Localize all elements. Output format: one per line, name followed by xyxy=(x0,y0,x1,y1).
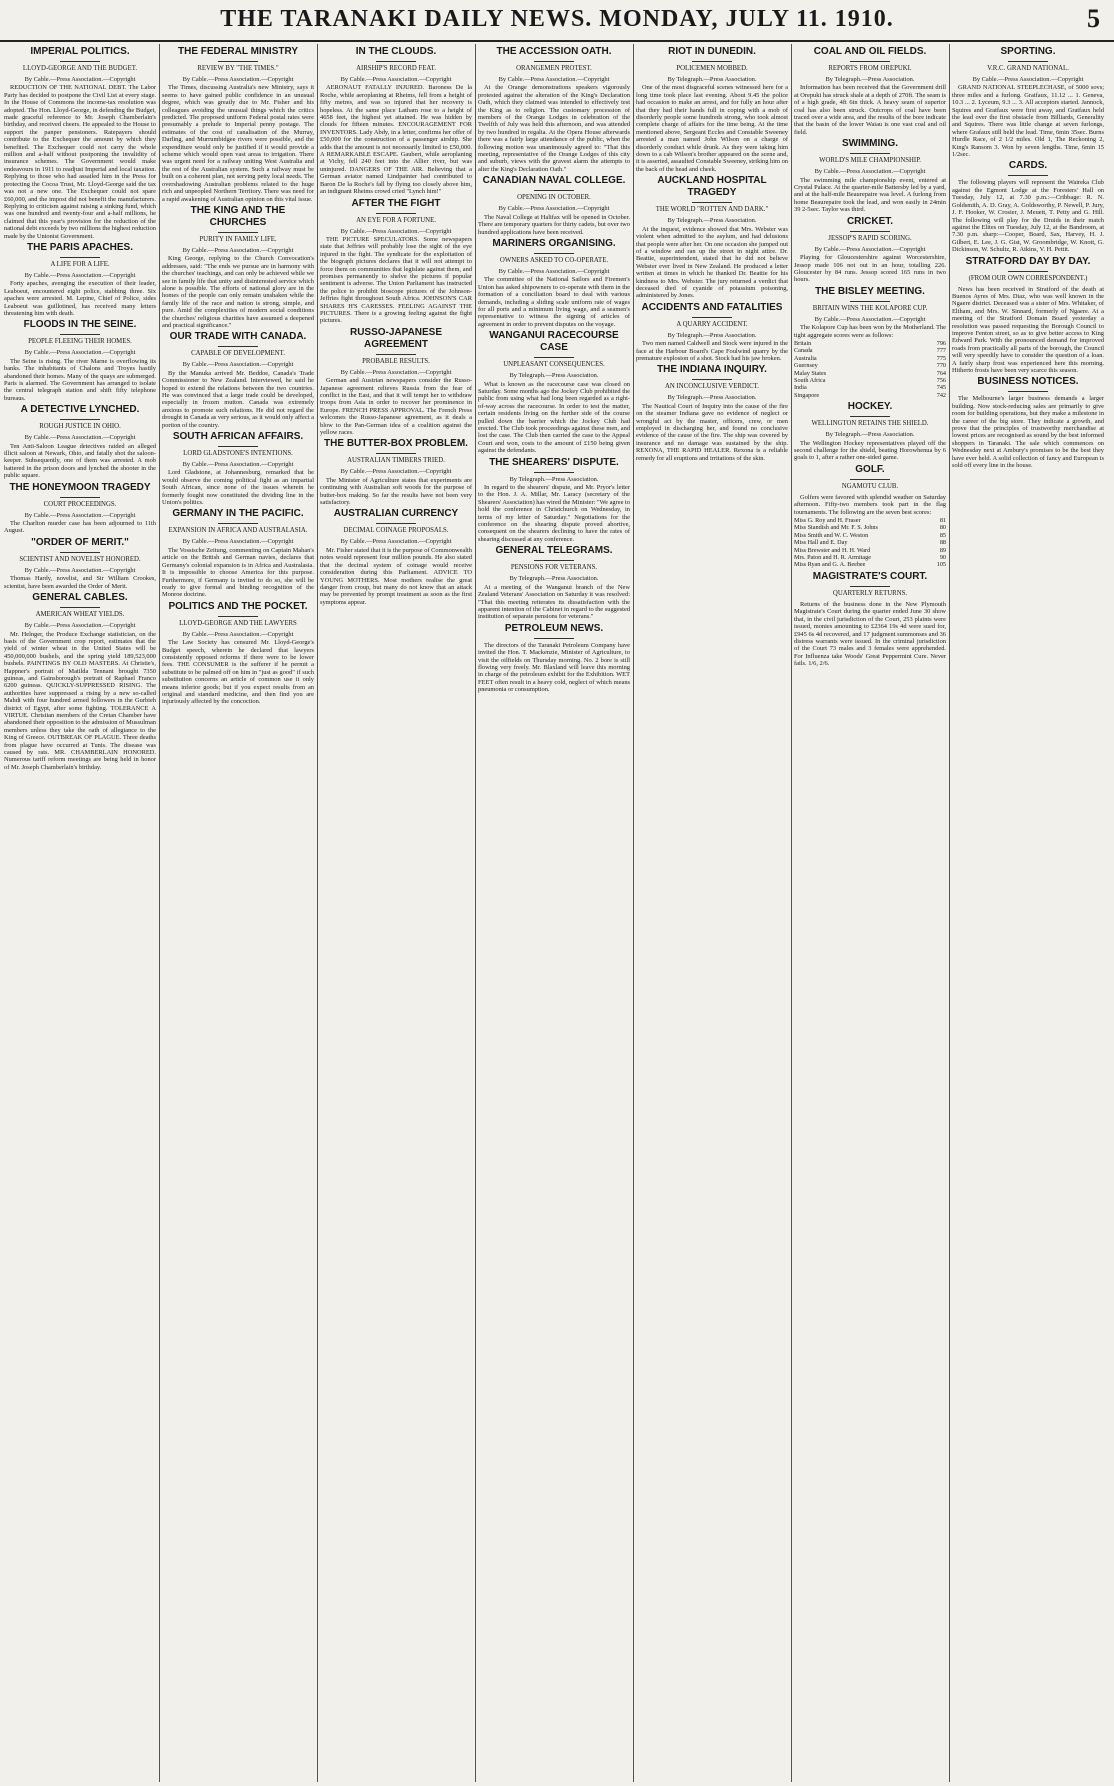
divider xyxy=(850,479,890,480)
article-body: The directors of the Taranaki Petroleum Company have invited the Hon. T. Mackenzie, Minister of Agriculture, to visit the oilfields on Thursday morning. No. 2 bore is still flowing very freely. Mr. Blaxland will leave this morning in charge of the petroleum exhibit for the Exhibition. WET FEET often result in a heavy cold, neglect of which means pneumonia or consumption. xyxy=(478,641,630,694)
article-headline: THE HONEYMOON TRAGEDY xyxy=(9,481,151,493)
article-subheading: OPENING IN OCTOBER. xyxy=(517,194,591,202)
divider xyxy=(850,416,890,417)
article-byline: By Cable.—Press Association.—Copyright xyxy=(182,361,294,369)
article-subheading: V.R.C. GRAND NATIONAL. xyxy=(987,65,1069,72)
article xyxy=(478,623,630,694)
article-body: The committee of the National Sailors and Firemen's Union has asked shipowners to co-operate with them in the formation of a conciliation board to deal with various demands, including a sliding scale uniform rate of wages for all ports and a minimum living wage, and a seamen's representative to witness the signing of articles of agreement in order to prevent disputes on the voyage. xyxy=(478,276,630,328)
article xyxy=(4,592,156,771)
article-headline: THE INDIANA INQUIRY. xyxy=(657,364,767,376)
divider xyxy=(1008,175,1048,176)
table-cell-score: 85 xyxy=(939,531,946,539)
divider xyxy=(218,616,258,617)
article-headline: SOUTH AFRICAN AFFAIRS. xyxy=(172,431,304,443)
table-cell-score: 742 xyxy=(936,391,946,399)
article-subheading: THE WORLD "ROTTEN AND DARK." xyxy=(655,206,769,214)
table-row xyxy=(794,370,946,377)
article-byline: By Cable.—Press Association.—Copyright xyxy=(340,368,452,376)
article-subheading: LLOYD-GEORGE AND THE BUDGET. xyxy=(22,65,138,72)
article-byline: By Cable.—Press Association.—Copyright xyxy=(24,271,136,279)
article-byline: By Telegraph.—Press Association. xyxy=(509,575,599,583)
article-headline: THE SHEARERS' DISPUTE. xyxy=(489,456,619,468)
divider xyxy=(850,586,890,587)
article-subheading: DECIMAL COINAGE PROPOSALS. xyxy=(343,527,449,535)
divider xyxy=(534,560,574,561)
divider xyxy=(534,638,574,639)
article-headline: THE PARIS APACHES. xyxy=(27,241,133,253)
article-body: The Seine is rising. The river Marne is overflowing its banks. The inhabitants of Chalons and Troyes hastily abandoned their homes. Many of the quays are submerged. Paris is alarmed. The Government has arranged to isolate the central telegraph station and shift fifty telephone bureaus. xyxy=(4,357,156,402)
divider xyxy=(1008,391,1048,392)
newspaper-title: THE TARANAKI DAILY NEWS. MONDAY, JULY 11. 1910. xyxy=(220,6,894,32)
article-headline: COAL AND OIL FIELDS. xyxy=(813,46,927,57)
article xyxy=(478,238,630,328)
article xyxy=(794,216,946,284)
table-row xyxy=(794,524,946,531)
article-body: News has been received in Stratford of the death at Buenos Ayres of Mrs. Diaz, who was well known in the Ngaere district. Deceased was a sister of Mrs. Whitaker, of Eltham, and Mrs. W. Sinnard, formerly of Ngaere. At a meeting of the Stratford Domain Board yesterday a resolution was passed requesting the Borough Council to improve Fenton street, so as to give better access to King Edward Park. With the pronounced demand for improved roads from practically all parts of the borough, the Council will very speedily have to consider the question of a loan. A fairly sharp frost was experienced here this morning. Hitherto frosts have been very scarce this season. xyxy=(952,285,1104,374)
article-subheading: A LIFE FOR A LIFE. xyxy=(50,260,110,268)
article xyxy=(794,571,946,668)
article-headline: MAGISTRATE'S COURT. xyxy=(812,570,928,582)
article xyxy=(320,508,472,606)
article xyxy=(4,319,156,402)
article xyxy=(4,482,156,535)
article-byline: By Cable.—Press Association.—Copyright xyxy=(814,315,926,323)
article-body: Returns of the business done in the New Plymouth Magistrate's Court during the quarter ended June 30 show that, in the civil jurisdiction of the Court, 253 plaints were issued, monies amounting to £2364 19s 4d were sued for, £945 6s 4d recovered, and 17 judgment summonses and 36 distress warrants were issued. In the criminal jurisdiction of the Court 73 males and 3 females were apprehended. For Influenza take Woods' Great Peppermint Cure. Never fails. 1/6, 2/6. xyxy=(794,600,946,668)
article-byline: By Cable.—Press Association.—Copyright xyxy=(24,566,136,574)
article-subheading: SCIENTIST AND NOVELIST HONORED. xyxy=(19,555,141,563)
article-body: What is known as the racecourse case was closed on Saturday. Some months ago the Jockey Club prohibited the public from using what had long been regarded as a right-of-way across the racecourse. In order to test the matter, certain residents living on the further side of the course pulled down the barrier which the Jockey Club had erected. The Club took proceedings against these men, and lost the case. The Club then carried the case to the Appeal Court and won, costs to the amount of £150 being given against the defendants. xyxy=(478,380,630,455)
article-headline: RIOT IN DUNEDIN. xyxy=(668,46,756,57)
article-headline: CARDS. xyxy=(1008,160,1048,172)
article-headline: HOCKEY. xyxy=(847,401,893,413)
divider xyxy=(1008,271,1048,272)
table-cell-name: Miss Hall and E. Day xyxy=(794,539,848,547)
article-subheading: OWNERS ASKED TO CO-OPERATE. xyxy=(499,256,609,264)
table-row xyxy=(794,377,946,384)
column-4 xyxy=(478,44,630,1782)
article-byline: By Telegraph.—Press Association. xyxy=(667,217,757,225)
article-subheading: AIRSHIP'S RECORD FEAT. xyxy=(356,65,436,72)
article-byline: By Cable.—Press Association.—Copyright xyxy=(340,538,452,546)
table-cell-score: 88 xyxy=(939,539,946,547)
article-byline: By Cable.—Press Association.—Copyright xyxy=(498,205,610,213)
table-row xyxy=(794,347,946,354)
article xyxy=(4,537,156,590)
article-subheading: LLOYD-GEORGE AND THE LAWYERS xyxy=(179,619,297,627)
article-byline: By Cable.—Press Association.—Copyright xyxy=(498,267,610,275)
table-cell-score: 745 xyxy=(936,384,946,392)
table-cell-name: Miss Brewster and H. H. Ward xyxy=(794,546,871,554)
divider xyxy=(60,419,100,420)
article xyxy=(478,330,630,454)
column-6 xyxy=(794,44,946,1782)
article-headline: MARINERS ORGANISING. xyxy=(492,237,616,249)
newspaper-columns xyxy=(4,44,1110,1782)
article-headline: CRICKET. xyxy=(846,215,894,227)
article-body: The following players will represent the Waireka Club against the Egmont Lodge at the Foresters' Hall on Tuesday, July 12, at 7.30 p.m.:—Cribbage: R. N. Goldsmith, A. D. Gray, A. Goldsworthy, P. Newell, P. Jury, J. F. Hooker, W. Crosier, J. Meuett, T. Petty and G. Hill. The following will play for the Druids in their match against the Elites on Tuesday, July 12, at the Bandroom, at 7.30 p.m. sharp:—Cooper, Board, Sax, Harvey, H. J. Gilbert, E. Lee, J. G. Gist, W. Groombridge, W. Knott, G. Dickinson, W. Schultz, R. Atkins, V. H. Pettit. xyxy=(952,179,1104,254)
article xyxy=(952,160,1104,253)
article-body: The swimming mile championship event, entered at Crystal Palace. At the quarter-mile Battersby led by a yard, and at the half-mile Beaurepaire was level. A furlong from home Beaurepaire took the lead, and won easily in 24min 39 2-5sec. Taylor was third. xyxy=(794,176,946,214)
article-headline: GOLF. xyxy=(855,463,885,475)
article xyxy=(320,198,472,325)
table-cell-score: 764 xyxy=(936,369,946,377)
article-byline: By Telegraph.—Press Association. xyxy=(509,475,599,483)
article xyxy=(478,175,630,236)
article-body: King George, replying to the Church Convocation's addresses, said: "The ends we pursue are in harmony with the churches' teachings, and can only be achieved while we see in family life that unity and disinterested service which alone is possible. The efforts of national glory are in the homes of the people can only remain unshaken while the family life of the race and nation is strong, simple, and pure. Amid the complexities of modern social conditions the churches' religious charities have assumed a deepened and practical significance." xyxy=(162,255,314,329)
column-5 xyxy=(636,44,788,1782)
table-row xyxy=(794,392,946,399)
article xyxy=(952,256,1104,375)
article-subheading: PURITY IN FAMILY LIFE. xyxy=(199,235,277,243)
divider xyxy=(60,497,100,498)
divider xyxy=(376,61,416,62)
article-byline: By Telegraph.—Press Association. xyxy=(667,394,757,402)
article-subheading: AN INCONCLUSIVE VERDICT. xyxy=(665,383,759,391)
article-byline: By Cable.—Press Association.—Copyright xyxy=(340,227,452,235)
article-headline: THE BUTTER-BOX PROBLEM. xyxy=(324,438,468,450)
table-row xyxy=(794,362,946,369)
divider xyxy=(218,523,258,524)
article-subheading: LORD GLADSTONE'S INTENTIONS. xyxy=(183,450,293,458)
divider xyxy=(60,607,100,608)
column-rule xyxy=(633,44,634,1782)
article-headline: AUCKLAND HOSPITAL TRAGEDY xyxy=(657,175,767,199)
article-headline: IMPERIAL POLITICS. xyxy=(30,46,130,57)
article-subheading: NGAMOTU CLUB. xyxy=(841,482,899,490)
article xyxy=(4,46,156,240)
table-cell-name: Mrs. Paton and H. R. Armitage xyxy=(794,554,871,562)
article-byline: By Cable.—Press Association.—Copyright xyxy=(182,630,294,638)
divider xyxy=(692,379,732,380)
article-body: THE PICTURE SPECULATORS. Some newspapers state that Jeffries will probably lose the sight of the eye injured in the fight. The syndicate for the exploitation of the biograph pictures declares that it will not attempt to force them on communities that legislate against them, and promises permanently to shelve the pictures if popular sentiment is adverse. The Union Parliament has instructed the police to prohibit bioscope pictures of the Johnson-Jeffries fight throughout South Africa. JOHNSON'S CAR SHARES H'S CARESSES. FEELING AGAINST THE PICTURES. There is a growing feeling against the fight pictures. xyxy=(320,235,472,325)
table-cell-score: 89 xyxy=(939,546,946,554)
column-rule xyxy=(475,44,476,1782)
page-number: 5 xyxy=(1087,4,1100,33)
article-body: The Wellington Hockey representatives played off the second challenge for the shield, beating Horowhenua by 6 goals to 1, after a rather one-sided game. xyxy=(794,439,946,462)
column-2 xyxy=(162,44,314,1782)
column-rule xyxy=(317,44,318,1782)
article-subheading: AUSTRALIAN TIMBERS TRIED. xyxy=(347,457,445,465)
divider xyxy=(850,301,890,302)
article-headline: THE KING AND THE CHURCHES xyxy=(190,204,286,228)
table-cell-score: 770 xyxy=(936,362,946,370)
article-headline: AFTER THE FIGHT xyxy=(351,197,441,209)
column-rule xyxy=(949,44,950,1782)
article-subheading: EXPANSION IN AFRICA AND AUSTRALASIA. xyxy=(168,527,308,535)
table-cell-name: Miss G. Roy and H. Fraser xyxy=(794,517,861,525)
article-headline: IN THE CLOUDS. xyxy=(355,46,437,57)
divider xyxy=(534,472,574,473)
article xyxy=(320,438,472,506)
divider xyxy=(376,354,416,355)
article-headline: SWIMMING. xyxy=(841,138,899,150)
table-cell-score: 81 xyxy=(939,517,946,525)
article-byline: By Cable.—Press Association.—Copyright xyxy=(340,76,452,83)
article xyxy=(478,545,630,620)
table-cell-score: 90 xyxy=(939,554,946,562)
article-byline: By Cable.—Press Association.—Copyright xyxy=(24,622,136,630)
article xyxy=(794,401,946,462)
article-body: Lord Gladstone, at Johannesburg, remarked that he would observe the coming political fight as an impartial South African, since none of the issues wherein he formerly fought now constituted the dividing line in the Union's politics. xyxy=(162,469,314,507)
article-byline: By Cable.—Press Association.—Copyright xyxy=(498,76,610,83)
divider xyxy=(218,232,258,233)
article-headline: PETROLEUM NEWS. xyxy=(504,622,604,634)
article-subheading: QUARTERLY RETURNS. xyxy=(832,589,908,597)
table-row xyxy=(794,340,946,347)
table-cell-name: Britain xyxy=(794,339,812,347)
article-headline: GENERAL TELEGRAMS. xyxy=(495,545,613,557)
article-headline: THE FEDERAL MINISTRY xyxy=(177,46,298,57)
divider xyxy=(692,202,732,203)
article xyxy=(952,46,1104,158)
article-body: The Law Society has censured Mr. Lloyd-George's Budget speech, wherein he declared that lawyers consistently opposed reforms if there were to be lower fees. THE CONSUMER is the sufferer if he permit a substitute to be palmed off on him in "just as good" if such substitution concerns an article of common use it only means inferior goods; but if you expect results from an original and standard medicine, and then find you are injuriously affected by the concoction. xyxy=(162,639,314,706)
article-subheading: PENSIONS FOR VETERANS. xyxy=(510,564,598,572)
divider xyxy=(850,61,890,62)
article-body: The Minister of Agriculture states that experiments are continuing with Australian soft woods for the purpose of butter-box making. So far the results have not been very satisfactory. xyxy=(320,476,472,507)
article-subheading: COURT PROCEEDINGS. xyxy=(43,500,117,508)
article-body: The Melbourne's larger business demands a larger building. Now stock-reducing sales are primarily to give room for building operations, but they make a milestone in the career of the big store. They indicate a growth, and prove that the principles of trustworthy merchandise at lowest prices are recognised as sound by the best informed shoppers in Taranaki. The sale which commences on Wednesday next at Ambury's promises to be the best they have ever held. A solid collection of fancy and European is sold off every line in the house. xyxy=(952,395,1104,470)
column-7 xyxy=(952,44,1104,1782)
article xyxy=(320,46,472,196)
article-byline: By Cable.—Press Association.—Copyright xyxy=(182,538,294,546)
article-headline: GERMANY IN THE PACIFIC. xyxy=(172,508,304,520)
article-headline: STRATFORD DAY BY DAY. xyxy=(965,255,1091,267)
article-body: At a meeting of the Wanganui branch of the New Zealand Veterans' Association on Saturday it was resolved: "That this meeting reiterates its dissatisfaction with the apparent intention of the Cabinet in regard to the suggested institution of separate pensions for veterans." xyxy=(478,583,630,621)
table-cell-score: 775 xyxy=(936,354,946,362)
article xyxy=(636,175,788,299)
article-body: Thomas Hardy, novelist, and Sir William Crookes, scientist, have been awarded the Order of Merit. xyxy=(4,575,156,590)
table-cell-score: 105 xyxy=(936,561,946,569)
article-body: In regard to the shearers' dispute, and Mr. Pryor's letter to the Hon. J. A. Millar, Mr. Laracy (secretary of the Shearers' Association) has wired the Minister: "We agree to hold the conference in Christchurch on Wednesday, in terms of my letter of Saturday." Negotiations for the conference on the shearing dispute proved abortive, consequent on the shearers declining to have the rates of shearing discussed at any conference. xyxy=(478,484,630,543)
article-body: The Charlton murder case has been adjourned to 11th August. xyxy=(4,520,156,535)
table-cell-name: Singapore xyxy=(794,391,820,399)
article-body: Golfers were favored with splendid weather on Saturday afternoon. Fifty-two members took part in the flag tournaments. The following are the seven best scores: xyxy=(794,493,946,516)
divider xyxy=(850,153,890,154)
article-body: Mr. Helnger, the Produce Exchange statistician, on the basis of the Government crop report, estimates that the yield of winter wheat in the United States will be 450,000,000 bushels, and the spring yield 189,523,000 bushels. PAINTINGS BY OLD MASTERS. At Christie's, Happner's portrait of Matilda Tennant brought 7350 guineas, and Gainsborough's portrait of Raphael Franco 6200 guineas. QUICKLY-SUPPRESSED RISING. The authorities have suppressed a rising by a new so-called Mahdi with four hundred armed followers in the Gurbieh district of Egypt, after some fighting. TOLERANCE A VIRTUE. Christian members of the Cretan Chamber have abandoned their opposition to the admission of Mussulman members unless they take the oath of allegiance to the King of Greece. OUTBREAK OF PLAGUE. Three deaths from plague have occurred at Tunis. The disease was caused by rats. MR. CHAMBERLAIN HONORED. Numerous tariff reform meetings are being held in honor of Mr. Joseph Chamberlain's birthday. xyxy=(4,630,156,771)
article-byline: By Telegraph.—Press Association. xyxy=(667,76,757,83)
divider xyxy=(376,213,416,214)
table-row xyxy=(794,554,946,561)
article-subheading: WELLINGTON RETAINS THE SHIELD. xyxy=(811,420,929,428)
article-body: One of the most disgraceful scenes witnessed here for a long time took place last evening. About 9.45 the police had occasion to make an arrest, and for fully an hour after that they had their hands full in coping with a mob of disorderly people some hundreds strong, who took almost complete charge of affairs for the time being. At the time mentioned above, Sergeant Eccles and Constable Sweeney arrested a man named John Wilson on a charge of disorderly conduct while drunk. As they were taking him down to a cab Wilson's brother appeared on the scene and, it is asserted, assaulted Constable Sweeney, striking him on the back of the head and cheek. xyxy=(636,84,788,173)
article-byline: By Cable.—Press Association.—Copyright xyxy=(340,468,452,476)
table-row xyxy=(794,539,946,546)
article-body: At the Orange demonstrations speakers vigorously protested against the alteration of the King's Declaration Oath, which they claimed was intended to effectively test the King as to religion. The customary procession of members of the Orange Lodges in celebration of the Twelfth of July was held this afternoon, and was attended by two hundred in regalia. At the Opera House afterwards there was a fairly large attendance of the public, when the following motion was unanimously agreed to: "That this meeting, representative of the Orange Lodges of this city and suburb, views with the gravest alarm the attempts to alter the King's Declaration Oath." xyxy=(478,84,630,173)
article-headline: RUSSO-JAPANESE AGREEMENT xyxy=(349,326,443,350)
article-body: Information has been received that the Government drill at Orepuki has struck shale at a depth of 270ft. The seam is of a high grade, 4ft 6in thick. A heavy seam of superior coal has also been struck. Outcrops of coal have been traced over a wide area, and the results of the bore indicate that the basin of the lower Waiau is one vast coal and oil field. xyxy=(794,84,946,136)
article xyxy=(162,431,314,506)
divider xyxy=(534,190,574,191)
article-headline: BUSINESS NOTICES. xyxy=(977,376,1079,388)
divider xyxy=(850,231,890,232)
divider xyxy=(60,257,100,258)
article-headline: FLOODS IN THE SEINE. xyxy=(23,319,137,331)
article-headline: OUR TRADE WITH CANADA. xyxy=(169,331,307,343)
article xyxy=(952,376,1104,469)
article xyxy=(478,46,630,173)
column-rule xyxy=(791,44,792,1782)
divider xyxy=(376,453,416,454)
article-byline: By Telegraph.—Press Association. xyxy=(825,431,915,439)
divider xyxy=(1008,61,1048,62)
table-cell-name: Australia xyxy=(794,354,817,362)
table-cell-score: 756 xyxy=(936,376,946,384)
article-subheading: ORANGEMEN PROTEST. xyxy=(516,65,592,72)
article-subheading: (FROM OUR OWN CORRESPONDENT.) xyxy=(968,274,1088,282)
article-body: GRAND NATIONAL STEEPLECHASE, of 5000 sovs; three miles and a furlong. Gratfaux, 11.12 ... 1. Geneva, 10.3 ... 2. Lyceum, 9.3 ... 3. All acceptors started. Jannock, Squires and Gratfaux were first away, and Gratfaux held the lead over the first obstacle from Billiards, Generality and Squires. There was little change at seven furlongs, where Grafaux still held the lead. Time, 6min 35sec. Burns Hurdle Race, of 2 1/2 miles. Old 1, The Reckoning 2, King's Ransom 3. Won by seven lengths. Time, 6min 15 1/2sec. xyxy=(952,84,1104,159)
article-body: The Vossische Zeitung, commenting on Captain Mahan's article on the British and German navies, declares that Germany's colonial expansion is in Africa and Australasia. It is impossible to choose America for this purpose. Furthermore, if Germany is invited to do so, she will be ready to give formal and binding recognition of the Monroe doctrine. xyxy=(162,546,314,599)
article-body: Mr. Fisher stated that it is the purpose of Commonwealth notes would represent four million pounds. He also stated that the decimal system of coinage would receive consideration during this Parliament. ADVICE TO YOUNG MOTHERS. Most mothers realise the great danger from croup, but many do not know that an attack may be prevented by prompt treatment as soon as the first symptoms appear. xyxy=(320,546,472,606)
masthead xyxy=(0,0,1114,42)
article xyxy=(636,302,788,363)
article-byline: By Telegraph.—Press Association. xyxy=(825,76,915,83)
article-subheading: WORLD'S MILE CHAMPIONSHIP. xyxy=(819,157,921,165)
article-body: The Nautical Court of Inquiry into the cause of the fire on the steamer Indiana gave no evidence of neglect or wrongful act by the master, officers, crew, or men employed in discharging her, and found no conclusive evidence of the cause of the fire. The ship was covered by insurance and no damage was sustained by the ship. REXONA, THE RAPID HEALER. Rexona is a reliable remedy for all eruptions and irritations of the skin. xyxy=(636,402,788,462)
article xyxy=(4,242,156,317)
article-headline: POLITICS AND THE POCKET. xyxy=(168,600,308,612)
article xyxy=(478,457,630,544)
divider xyxy=(60,61,100,62)
article xyxy=(162,508,314,598)
article-byline: By Cable.—Press Association.—Copyright xyxy=(972,76,1084,83)
article-body: At the inquest, evidence showed that Mrs. Webster was violent when admitted to the asylum, and had delusions that people were after her. On one occasion she jumped out of a window and ran up the street in night attire. Dr. Beattie, superintendent, stated that he did not believe Webster ever lived in New Zealand. He produced a letter written at times in which he thanked Dr. Beattie for his kindness to Mrs. Webster. The jury returned a verdict that deceased died of cyanide of potassium poisoning, administered by Jones. xyxy=(636,225,788,300)
article xyxy=(794,286,946,399)
column-1 xyxy=(4,44,156,1782)
article-headline: "ORDER OF MERIT." xyxy=(31,536,129,548)
table-cell-score: 80 xyxy=(939,524,946,532)
table-row xyxy=(794,384,946,391)
article-body: Two men named Caldwell and Stock were injured in the face at the Harbour Board's Cape Foulwind quarry by the premature explosion of a shot. Stock had his jaw broken. xyxy=(636,340,788,362)
article xyxy=(794,46,946,136)
score-table xyxy=(794,517,946,569)
article-byline: By Cable.—Press Association.—Copyright xyxy=(24,76,136,83)
article-subheading: JESSOP'S RAPID SCORING. xyxy=(828,234,912,242)
article-byline: By Cable.—Press Association.—Copyright xyxy=(814,168,926,176)
article-subheading: REVIEW BY "THE TIMES." xyxy=(197,65,279,72)
column-3 xyxy=(320,44,472,1782)
article-byline: By Cable.—Press Association.—Copyright xyxy=(24,434,136,442)
column-rule xyxy=(159,44,160,1782)
article-subheading: PROBABLE RESULTS. xyxy=(362,357,430,365)
table-cell-name: Canada xyxy=(794,347,813,355)
divider xyxy=(218,446,258,447)
table-cell-name: Miss Ryan and G. A. Beebee xyxy=(794,561,866,569)
article-byline: By Cable.—Press Association.—Copyright xyxy=(182,461,294,469)
table-row xyxy=(794,532,946,539)
table-row xyxy=(794,517,946,524)
table-cell-name: Malay States xyxy=(794,369,827,377)
article-body: By the Manuka arrived Mr. Beddoe, Canada's Trade Commissioner to New Zealand. Interviewed, he said he hoped to extend the relations between the two countries. He was convinced that a large trade could be developed, especially in frozen mutton. Canada was extremely anxious to promote such relations. He did not regard the drought in Canada as very serious, as it would only affect a portion of the country. xyxy=(162,369,314,429)
article-byline: By Cable.—Press Association.—Copyright xyxy=(182,76,294,83)
article-body: The Times, discussing Australia's new Ministry, says it seems to have gained public confidence in an unusual degree, which was greatly due to Mr. Fisher and his colleagues avoiding the unusual things which the critics predicted. The proposed uniform Federal postal rates were presumably a prelude to Imperial penny postage. The estimates of the cost of canalisation of the Murray, Darling, and Murrumbidgee rivers were possible, and the expenditure would only be justified if it would provide a scheme which would open vast areas to irrigation. There was urgent need for a railway uniting West Australia and the rest of the Australian system. Such a railway must be built on a coherent plan, not serving petty local needs. The overshadowing Australian problems related to the huge rich and unpeopled Northern Territory. There was need for a rapid awakening of Australian opinion on this vital issue. xyxy=(162,84,314,203)
table-cell-name: South Africa xyxy=(794,376,826,384)
article xyxy=(320,327,472,437)
article-subheading: AN EYE FOR A FORTUNE. xyxy=(356,216,436,224)
article-headline: THE ACCESSION OATH. xyxy=(496,46,612,57)
article-headline: A DETECTIVE LYNCHED. xyxy=(20,404,140,416)
article-body: Ten Anti-Saloon League detectives raided an alleged illicit saloon at Newark, Ohio, and fatally shot the saloon-keeper. Subsequently, one of them was arrested. A mob battered in the prison doors and lynched the shooter in the public square. xyxy=(4,442,156,480)
divider xyxy=(60,334,100,335)
article-body: AERONAUT FATALLY INJURED. Baroness De la Roche, while aeroplaning at Rheims, fell from a height of fifty metres, and was so injured that her recovery is hopeless. At the same place Latham rose to a height of 4658 feet, the highest yet attained. He was hidden by clouds for fifteen minutes. ENCOURAGEMENT FOR INVENTORS. Lady Abdy, in a letter, confirms her offer of £50,000 for the construction of a passenger airship. She adds that the amount is not necessarily limited to £50,000. A REMARKABLE ESCAPE. Gaubert, while aeroplaning at Vichy, fell 240 feet into the Allier river, but was uninjured. DANGERS OF THE AIR. Believing that a German aviator named Lindpainter had contributed to Baron De la Roche's fall by flying too closely above him, an indignant Rheims crowd cried "Lynch him!" xyxy=(320,84,472,196)
divider xyxy=(218,61,258,62)
article-subheading: REPORTS FROM OREPUKI. xyxy=(828,65,912,72)
article-byline: By Cable.—Press Association.—Copyright xyxy=(182,246,294,254)
article-headline: AUSTRALIAN CURRENCY xyxy=(333,508,459,520)
article xyxy=(162,331,314,429)
article xyxy=(162,601,314,706)
article xyxy=(636,46,788,173)
article-subheading: BRITAIN WINS THE KOLAPORE CUP. xyxy=(812,304,928,312)
divider xyxy=(534,357,574,358)
article-subheading: A QUARRY ACCIDENT. xyxy=(676,320,748,328)
article-subheading: CAPABLE OF DEVELOPMENT. xyxy=(191,350,285,358)
article-body: REDUCTION OF THE NATIONAL DEBT. The Labor Party has decided to postpone the Civil List at every stage. In the House of Commons the income-tax resolution was adopted. The Hon. Lloyd-George, in defending the Budget, made graceful reference to Mr. Joseph Chamberlain's birthday, and received cheers. He appealed to the House to support the panper pensioners. Ratepayers should contribute to the Exchequer the amount by which they benefited. The Exchequer could not carry the whole million and a-half without postponing the invalidity of insurance schemes. The Government would make endeavours in 1911 to readjust Imperial and local taxation. Replying to those who had assailed him in the Press for protecting the Cocoa Trust, Mr. Lloyd-George said the tax was not a new one. The Exchequer could not spare £60,000, and the impost did not benefit the manufacturers. Replying to criticism against raising a sinking fund, which was one hundred and twenty-four and a-half millions, he claimed that this year's provision for the reduction of the national debt exceeds by two millions the highest reduction made by the Unionist Government. xyxy=(4,84,156,240)
article xyxy=(794,138,946,213)
table-row xyxy=(794,547,946,554)
article-byline: By Cable.—Press Association.—Copyright xyxy=(24,511,136,519)
table-cell-score: 777 xyxy=(936,347,946,355)
divider xyxy=(692,317,732,318)
article-headline: WANGANUI RACECOURSE CASE xyxy=(489,330,619,354)
article-byline: By Cable.—Press Association.—Copyright xyxy=(814,245,926,253)
table-cell-name: Guernsey xyxy=(794,362,818,370)
score-table xyxy=(794,340,946,399)
article-body: Playing for Gloucestershire against Worcestershire, Jessop made 106 not out in an hour, totalling 226. Gloucester by 84 runs. Jessop scored 165 runs in two hours. xyxy=(794,254,946,284)
article xyxy=(636,364,788,462)
article-byline: By Telegraph.—Press Association. xyxy=(509,372,599,380)
article-subheading: AMERICAN WHEAT YIELDS. xyxy=(35,611,125,619)
divider xyxy=(534,61,574,62)
article-body: The Kolapore Cup has been won by the Motherland. The tight aggregate scores were as follows: xyxy=(794,324,946,339)
article-body: Forty apaches, avenging the execution of their leader, Leaboeut, encountered eight police, stabbing three. Six apaches were arrested. M. Lepine, Chief of Police, sides Leaboeut was guillotined, has received many letters threatening him with death. xyxy=(4,280,156,317)
article xyxy=(162,46,314,203)
table-cell-name: Miss Smith and W. C. Weston xyxy=(794,531,869,539)
article-subheading: POLICEMEN MOBBED. xyxy=(676,65,748,72)
article-headline: THE BISLEY MEETING. xyxy=(815,285,925,297)
article-body: The Naval College at Halifax will be opened in October. There are temporary quarters for thirty cadets, but over two hundred applications have been received. xyxy=(478,213,630,236)
article-byline: By Telegraph.—Press Association. xyxy=(667,331,757,339)
article-body: German and Austrian newspapers consider the Russo-Japanese agreement relieves Russia from the fear of conflict in the East, and that it will tempt her to withdraw troops from Asia in order to recover her prominence in Europe. FRENCH PRESS APPROVAL. The French Press welcomes the Russo-Japanese agreement, as it deals a blow to the Pan-German idea of a coalition against the yellow races. xyxy=(320,377,472,437)
table-row xyxy=(794,355,946,362)
article-headline: ACCIDENTS AND FATALITIES xyxy=(641,301,783,313)
divider xyxy=(376,523,416,524)
divider xyxy=(218,346,258,347)
article xyxy=(794,464,946,569)
article-headline: CANADIAN NAVAL COLLEGE. xyxy=(482,175,626,187)
table-cell-name: Miss Standish and Mr. F. S. Johns xyxy=(794,524,878,532)
article-subheading: ROUGH JUSTICE IN OHIO. xyxy=(39,423,121,431)
article xyxy=(162,205,314,329)
article-subheading: UNPLEASANT CONSEQUENCES. xyxy=(503,361,605,369)
article-headline: SPORTING. xyxy=(1000,46,1056,57)
divider xyxy=(60,552,100,553)
divider xyxy=(534,253,574,254)
article-subheading: PEOPLE FLEEING THEIR HOMES. xyxy=(28,338,132,346)
table-row xyxy=(794,561,946,568)
divider xyxy=(692,61,732,62)
table-cell-name: India xyxy=(794,384,807,392)
article-headline: GENERAL CABLES. xyxy=(32,592,128,604)
article xyxy=(4,404,156,479)
table-cell-score: 796 xyxy=(936,339,946,347)
article-byline: By Cable.—Press Association.—Copyright xyxy=(24,349,136,357)
